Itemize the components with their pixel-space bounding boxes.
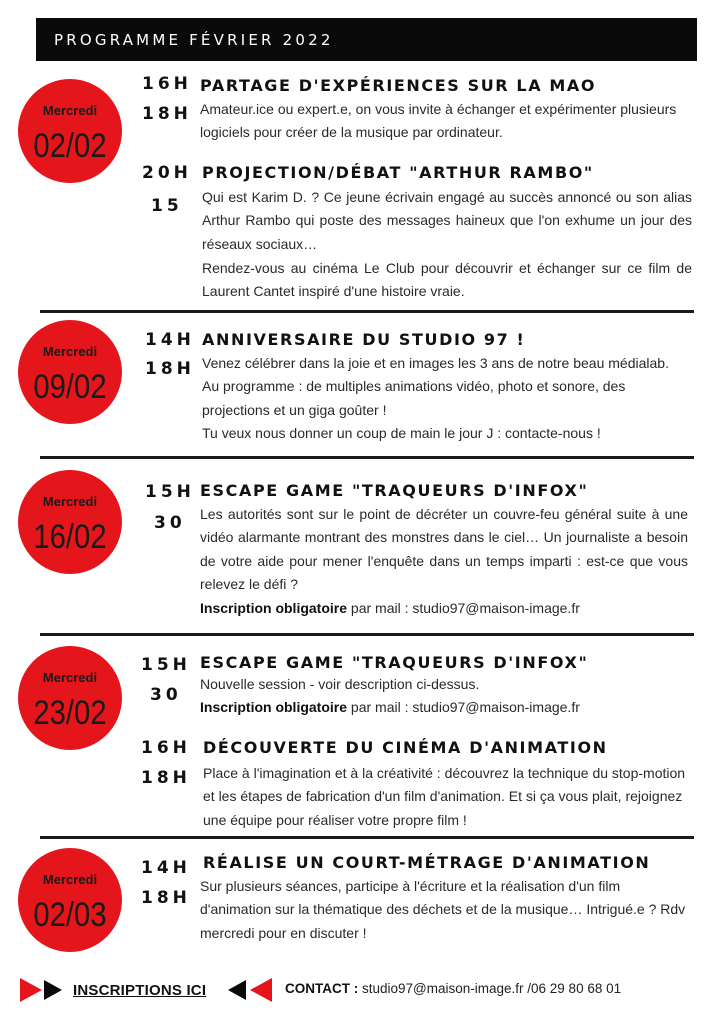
event-title: ANNIVERSAIRE DU STUDIO 97 !	[202, 330, 526, 349]
end-time: 18H	[141, 768, 191, 788]
event-description: Venez célébrer dans la joie et en images les 3 ans de notre beau médialab. Au programme : de multiples animations vidéo, photo et sonore, des projections et un giga goûter !	[202, 355, 669, 418]
date-badge	[18, 848, 122, 952]
page-header	[36, 18, 697, 61]
event-title: DÉCOUVERTE DU CINÉMA D'ANIMATION	[203, 738, 608, 757]
date-badge-day: Mercredi	[42, 103, 98, 118]
start-time: 14H	[141, 858, 191, 878]
event-description: Qui est Karim D. ? Ce jeune écrivain engagé au succès annoncé ou son alias Arthur Rambo qui poste des messages haineux que l'on exhume un jour des réseaux sociaux…	[202, 189, 692, 252]
date-badge-date: 02/02	[33, 127, 107, 165]
event-description: Sur plusieurs séances, participe à l'écriture et la réalisation d'un film d'animation sur la thématique des déchets et de la musique… Intrigué.e ? Rdv mercredi pour en discuter !	[200, 878, 686, 941]
date-badge-date: 23/02	[33, 694, 107, 732]
registration-note	[200, 696, 688, 719]
date-badge	[18, 470, 122, 574]
section-divider	[40, 836, 694, 839]
event-description: Place à l'imagination et à la créativité : découvrez la technique du stop-motion et les étapes de fabrication d'un film d'animation. Et si ça vous plait, rejoignez une équipe pour réaliser votre propre film !	[203, 765, 686, 828]
end-time: 18H	[142, 104, 192, 124]
start-time: 16H	[141, 738, 191, 758]
date-badge-date: 09/02	[33, 368, 107, 406]
date-badge-date: 16/02	[33, 518, 107, 556]
date-badge-day: Mercredi	[42, 344, 98, 359]
event-title: PARTAGE D'EXPÉRIENCES SUR LA MAO	[200, 76, 597, 95]
date-badge	[18, 79, 122, 183]
event-description: Tu veux nous donner un coup de main le jour J : contacte-nous !	[202, 425, 601, 441]
page-title: PROGRAMME FÉVRIER 2022	[54, 31, 334, 49]
registration-email: par mail : studio97@maison-image.fr	[347, 699, 580, 715]
section-divider	[40, 310, 694, 313]
end-time: 15	[151, 196, 183, 216]
section-divider	[40, 456, 694, 459]
event-title: ESCAPE GAME "TRAQUEURS D'INFOX"	[200, 481, 589, 500]
registration-email: par mail : studio97@maison-image.fr	[347, 600, 580, 616]
event-title: RÉALISE UN COURT-MÉTRAGE D'ANIMATION	[203, 853, 651, 872]
play-arrows-right-icon	[222, 976, 274, 1004]
event-description: Nouvelle session - voir description ci-dessus.	[200, 676, 480, 692]
end-time: 18H	[145, 359, 195, 379]
start-time: 15H	[141, 655, 191, 675]
inscriptions-link[interactable]: INSCRIPTIONS ICI	[73, 982, 207, 999]
contact-label: CONTACT :	[285, 981, 359, 996]
date-badge-day: Mercredi	[42, 872, 98, 887]
start-time: 15H	[145, 482, 195, 502]
registration-required: Inscription obligatoire	[200, 699, 348, 715]
date-badge	[18, 646, 122, 750]
date-badge-day: Mercredi	[42, 670, 98, 685]
date-badge-day: Mercredi	[42, 494, 98, 509]
registration-note	[200, 597, 688, 620]
event-description: Les autorités sont sur le point de décréter un couvre-feu général suite à une vidéo alarmante montrant des monstres dans le ciel… Un journaliste a besoin de votre aide pour mener l'enquête dans un temps imparti : est-ce que vous relevez le défi ?	[200, 506, 688, 593]
event-title: ESCAPE GAME "TRAQUEURS D'INFOX"	[200, 653, 589, 672]
start-time: 16H	[142, 74, 192, 94]
end-time: 30	[154, 513, 186, 533]
event-title: PROJECTION/DÉBAT "ARTHUR RAMBO"	[202, 163, 594, 182]
contact-info	[285, 981, 621, 996]
date-badge-date: 02/03	[33, 896, 107, 934]
end-time: 18H	[141, 888, 191, 908]
date-badge	[18, 320, 122, 424]
start-time: 14H	[145, 330, 195, 350]
start-time: 20H	[142, 163, 192, 183]
registration-required: Inscription obligatoire	[200, 600, 348, 616]
section-divider	[40, 633, 694, 636]
event-description: Rendez-vous au cinéma Le Club pour découvrir et échanger sur ce film de Laurent Cantet inspiré d'une histoire vraie.	[202, 260, 692, 300]
event-description: Amateur.ice ou expert.e, on vous invite à échanger et expérimenter plusieurs logiciels pour créer de la musique par ordinateur.	[200, 101, 677, 141]
end-time: 30	[150, 685, 182, 705]
contact-value: studio97@maison-image.fr /06 29 80 68 01	[358, 981, 622, 996]
play-arrows-left-icon	[20, 976, 72, 1004]
